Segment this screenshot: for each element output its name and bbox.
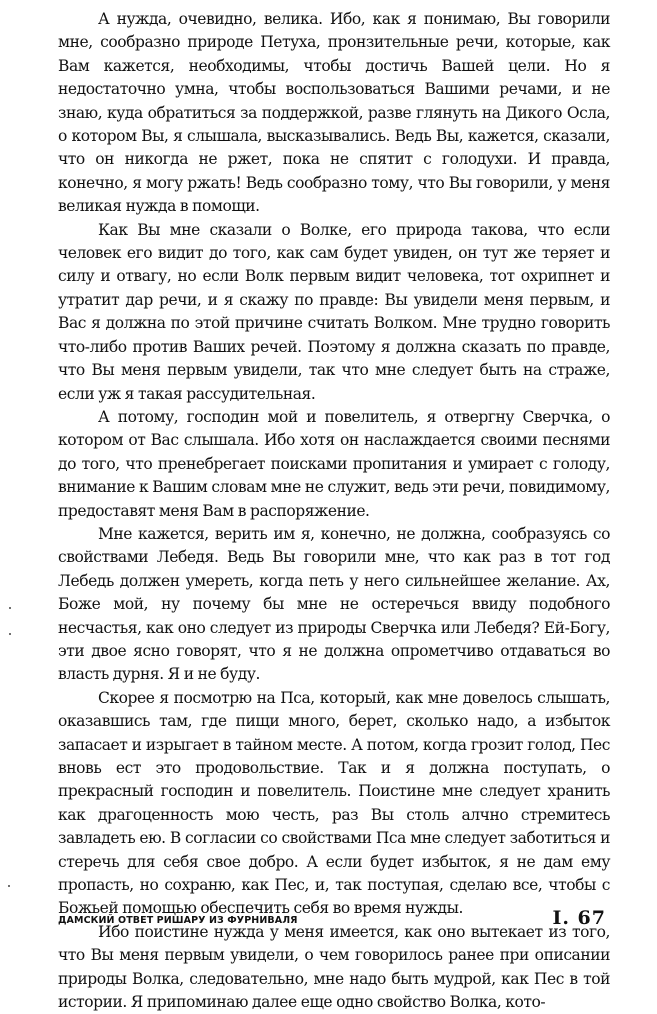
running-title: ДАМСКИЙ ОТВЕТ РИШАРУ ИЗ ФУРНИВАЛЯ [58,915,298,926]
paragraph: А потому, господин мой и повелитель, я отвергну Сверчка, о котором от Вас слышала. Ибо хотя он наслаждается своими песнями до того, что пренебрегает поисками пропитания и умирает с голоду, внимание к Вашим словам мне не служит, ведь эти речи, повидимому, предоставят меня Вам в распоряжение. [58,407,610,520]
page-footer [58,903,610,929]
margin-dot [9,633,11,635]
paragraph: Как Вы мне сказали о Волке, его природа такова, что если человек его видит до того, как сам будет увиден, он тут же теряет и силу и отвагу, но если Волк первым видит человека, тот охрипнет и утратит дар речи, и я скажу по правде: Вы увидели меня первым, и Вас я должна по этой причине считать Волком. Мне трудно говорить что-либо против Ваших речей. Поэтому я должна сказать по правде, что Вы меня первым увидели, так что мне следует быть на страже, если уж я такая рассудительная. [58,220,610,403]
page-number: I. 67 [552,907,606,929]
page-text [58,8,610,1014]
paragraph: Мне кажется, верить им я, конечно, не должна, сообразуясь со свойствами Лебедя. Ведь Вы говорили мне, что как раз в тот год Лебедь должен умереть, когда петь у него сильнейшее желание. Ах, Боже мой, ну почему бы мне не остеречься ввиду подобного несчастья, как оно следует из природы Сверчка или Лебедя? Ей-Богу, эти двое ясно говорят, что я не должна опрометчиво отдаваться во власть дурня. Я и не буду. [58,524,610,684]
paragraph: А нужда, очевидно, велика. Ибо, как я понимаю, Вы говорили мне, сообразно природе Петуха, пронзительные речи, которые, как Вам кажется, необходимы, чтобы достичь Вашей цели. Но я недостаточно умна, чтобы воспользоваться Вашими речами, и не знаю, куда обратиться за поддержкой, разве глянуть на Дикого Осла, о котором Вы, я слышала, высказывались. Ведь Вы, кажется, сказали, что он никогда не ржет, пока не спятит с голодухи. И правда, конечно, я могу ржать! Ведь сообразно тому, что Вы говорили, у меня великая нужда в помощи. [58,10,610,216]
margin-dot [9,607,11,609]
paragraph: Скорее я посмотрю на Пса, который, как мне довелось слышать, оказавшись там, где пищи много, берет, сколько надо, а избыток запасает и изрыгает в тайном месте. А потом, когда грозит голод, Пес вновь ест это продовольствие. Так и я должна поступать, о прекрасный господин и повелитель. Поистине мне следует хранить как драгоценность мою честь, раз Вы столь алчно стремитесь завладеть ею. В согласии со свойствами Пса мне следует заботиться и стеречь для себя свое добро. А если будет избыток, я не дам ему пропасть, но сохраню, как Пес, и, так поступая, сделаю все, чтобы с Божьей помощью обеспечить себя во время нужды. [58,688,610,918]
margin-dot [8,885,10,887]
paragraph: Ибо поистине нужда у меня имеется, как оно вытекает из того, что Вы меня первым увидели, о чем говорилось ранее при описании природы Волка, следовательно, мне надо быть мудрой, как Пес в той истории. Я припоминаю далее еще одно свойство Волка, кото- [58,922,610,1012]
